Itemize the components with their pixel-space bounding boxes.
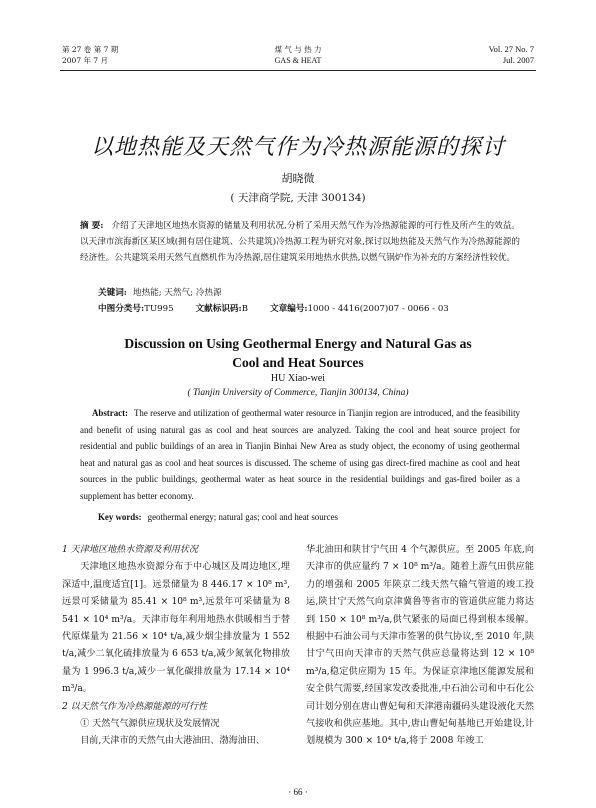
article-id-value: 1000 - 4416(2007)07 - 0066 - 03 — [307, 304, 449, 314]
section-2-heading: 2 以天然气作为冷热源能源的可行性 — [62, 701, 208, 712]
title-en-line1: Discussion on Using Geothermal Energy and Natural Gas as — [124, 336, 472, 351]
page-number: · 66 · — [288, 787, 308, 797]
volume-issue-line: 第 27 卷 第 7 期 — [62, 45, 119, 54]
article-title-cn: 以地热能及天然气作为冷热源能源的探讨 — [90, 135, 505, 160]
header-divider — [60, 70, 536, 71]
author-en: HU Xiao-wei — [270, 373, 326, 384]
keywords-en — [98, 512, 338, 522]
section-1-heading: 1 天津地区地热水资源及利用状况 — [62, 545, 198, 555]
abstract-en-label: Abstract: — [92, 408, 128, 418]
article-id-label: 文章编号: — [270, 304, 308, 314]
keywords-en-label: Key words: — [98, 512, 142, 522]
clc-value: TU995 — [144, 304, 174, 314]
section-1-paragraph: 天津地区地热水资源分布于中心城区及周边地区,埋深适中,温度适宜[1]。远景储量为 8 446.17 × 10⁸ m³,远景可采储量为 85.41 × 10⁸ m³,远景年可采储量为 8 541 × 10⁴ m³/a。天津市每年利用地热水供暖相当于替代原煤量为 21.56 × 10⁴ t/a,减少烟尘排放量为 1 552 t/a,减少二氧化硫排放量为 6 653 t/a,减少氮氧化物排放量为 1 996.3 t/a,减少一氧化碳排放量为 17.14 × 10⁴ m³/a。 — [62, 562, 290, 695]
abstract-en-text: The reserve and utilization of geothermal water resource in Tianjin region are introduced, and the feasibility and benefit of using natural gas as cool and heat sources are analyzed. Taking the cool and heat source project for residential and public buildings of an area in Tianjin Binhai New Area as study object, the economy of using geothermal heat and natural gas as cool and heat sources is discussed. The scheme of using gas direct-fired machine as cool and heat sources in the public buildings, geothermal water as heat source in the residential buildings and gas-fired boiler as a supplement has better economy. — [80, 408, 520, 501]
keywords-en-text: geothermal energy; natural gas; cool and heat sources — [147, 512, 338, 522]
section-2-subheading: ① 天然气气源供应现状及发展情况 — [80, 719, 220, 730]
section-2-paragraph-start: 目前,天津市的天然气由大港油田、渤海油田、 — [80, 736, 265, 747]
keywords-cn-label: 关键词: — [98, 288, 127, 298]
affiliation-cn: ( 天津商学院, 天津 300134) — [230, 192, 366, 204]
title-en-line2: Cool and Heat Sources — [232, 355, 364, 370]
abstract-cn-text: 介绍了天津地区地热水资源的储量及利用状况,分析了采用天然气作为冷热源能源的可行性及所产生的效益。以天津市滨海新区某区域(拥有居住建筑、公共建筑)冷热源工程为研究对象,探讨以地热能及天然气作为冷热源能源的经济性。公共建筑采用天然气直燃机作为冷热源,居住建筑采用地热水供热,以燃气锅炉作为补充的方案经济性较优。 — [80, 221, 521, 263]
clc-label: 中图分类号: — [98, 304, 145, 314]
classification-row — [98, 302, 449, 314]
journal-name-cn: 煤 气 与 热 力 — [274, 45, 322, 54]
issue-date-line: 2007 年 7 月 — [62, 56, 109, 65]
body-column-right — [306, 542, 534, 751]
doc-code-value: B — [241, 304, 249, 314]
volume-issue-en-line: Vol. 27 No. 7 — [488, 44, 534, 54]
keywords-cn — [98, 286, 222, 298]
section-2-paragraph-continued: 华北油田和陕甘宁气田 4 个气源供应。至 2005 年底,向天津市的供应量约 7 × 10⁸ m³/a。随着上游气田供应能力的增强和 2005 年陕京二线天然气输气管道的竣工投运,陕甘宁天然气向京津冀鲁等省市的管道供应能力将达到 150 × 10⁸ m³/a,供气紧张的局面已得到根本缓解。根据中石油公司与天津市签署的供气协议,至 2010 年,陕甘宁气田向天津市的天然气供应总量将达到 12 × 10⁸ m³/a,稳定供应期为 15 年。为保证京津地区能源发展和安全供气需要,经国家发改委批准,中石油公司和中石化公司计划分别在唐山曹妃甸和天津港南疆码头建设液化天然气接收和供应基地。其中,唐山曹妃甸基地已开始建设,计划规模为 300 × 10⁴ t/a,将于 2008 年竣工 — [306, 545, 534, 747]
author-cn: 胡晓微 — [281, 172, 315, 185]
body-column-left — [62, 542, 290, 751]
abstract-en — [80, 405, 520, 504]
issue-date-en-line: Jul. 2007 — [502, 55, 534, 65]
abstract-cn-label: 摘 要: — [80, 221, 104, 231]
article-title-en — [0, 334, 596, 372]
keywords-cn-text: 地热能; 天然气; 冷热源 — [132, 288, 222, 298]
doc-code-label: 文献标识码: — [195, 304, 242, 314]
journal-volume-issue-en — [489, 44, 534, 66]
affiliation-en: ( Tianjin University of Commerce, Tianjin 300134, China) — [187, 388, 409, 398]
abstract-cn — [80, 218, 520, 266]
journal-name-en: GAS & HEAT — [274, 56, 322, 65]
